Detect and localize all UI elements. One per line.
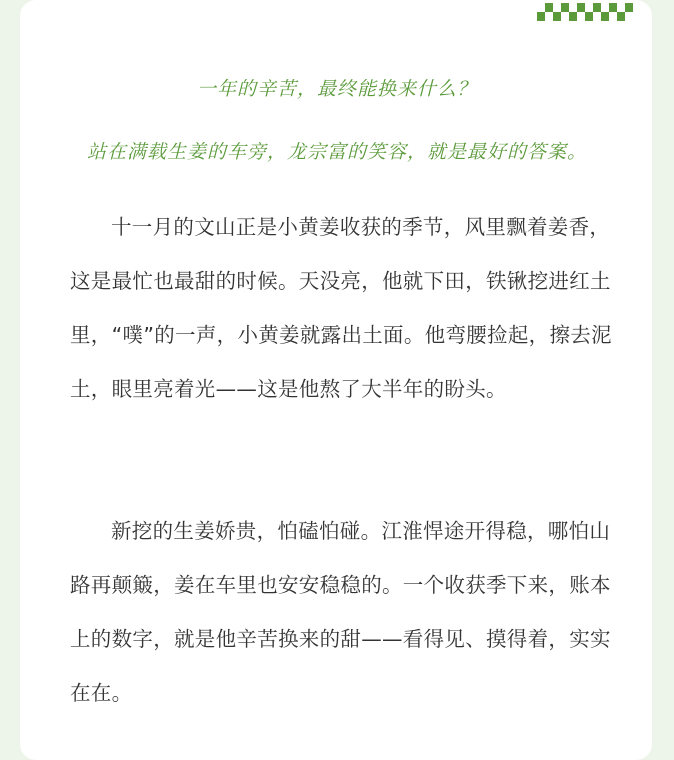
headline-answer: 站在满载生姜的车旁，龙宗富的笑容，就是最好的答案。 [86,141,587,163]
body-paragraph-transport: 新挖的生姜娇贵，怕磕怕碰。江淮悍途开得稳，哪怕山路再颠簸，姜在车里也安安稳稳的。一个收获季下来，账本上的数字，就是他辛苦换来的甜——看得见、摸得着，实实在在。 [70,519,611,705]
headline-question: 一年的辛苦，最终能换来什么？ [196,78,477,100]
body-paragraph-harvest: 十一月的文山正是小黄姜收获的季节，风里飘着姜香，这是最忙也最甜的时候。天没亮，他就下田，铁锹挖进红土里，“噗”的一声，小黄姜就露出土面。他弯腰捡起，擦去泥土，眼里亮着光——这是他熬了大半年的盼头。 [70,215,612,401]
checker-decoration [537,3,633,21]
